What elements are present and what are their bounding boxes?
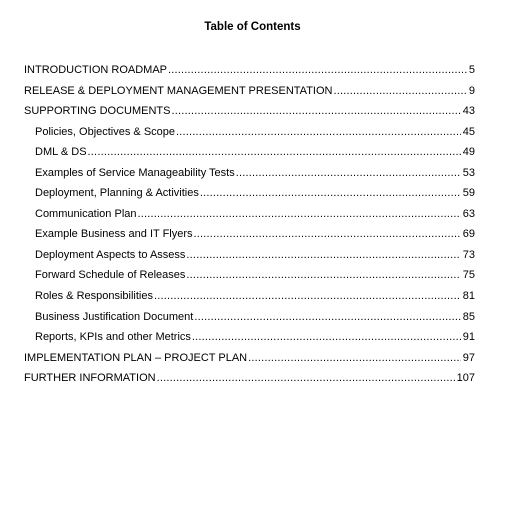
toc-entry-label: Examples of Service Manageability Tests <box>35 166 235 179</box>
toc-entry-page: 75 <box>462 269 475 282</box>
toc-entry-page: 97 <box>462 351 475 364</box>
dot-leader <box>138 204 461 225</box>
toc-entry-page: 69 <box>462 228 475 241</box>
toc-entry-page: 5 <box>468 64 475 76</box>
dot-leader <box>192 327 461 348</box>
toc-entry-introduction-roadmap[interactable] <box>24 60 475 81</box>
toc-entry-label: Business Justification Document <box>35 310 194 323</box>
toc-entry-label: DML & DS <box>35 146 87 159</box>
dot-leader <box>154 286 461 307</box>
toc-entry-deployment-aspects[interactable] <box>24 245 475 266</box>
toc-entry-further-information[interactable] <box>24 368 475 389</box>
toc-entry-label: Policies, Objectives & Scope <box>35 125 176 138</box>
toc-entry-page: 63 <box>462 207 475 220</box>
toc-entry-business-justification[interactable] <box>24 307 475 328</box>
toc-entry-page: 107 <box>456 372 475 385</box>
toc-entry-deployment-planning-activities[interactable] <box>24 183 475 204</box>
toc-entry-communication-plan[interactable] <box>24 204 475 225</box>
dot-leader <box>171 101 460 122</box>
toc-entry-label: INTRODUCTION ROADMAP <box>24 64 167 76</box>
toc-entry-label: Communication Plan <box>35 207 137 220</box>
toc-entry-label: IMPLEMENTATION PLAN – PROJECT PLAN <box>24 351 248 364</box>
toc-entry-policies-objectives-scope[interactable] <box>24 122 475 143</box>
toc-entry-label: Forward Schedule of Releases <box>35 269 186 282</box>
toc-entry-label: Deployment Aspects to Assess <box>35 248 186 261</box>
toc-list <box>24 60 475 389</box>
toc-entry-page: 73 <box>462 248 475 261</box>
toc-entry-page: 49 <box>462 146 475 159</box>
toc-entry-implementation-plan[interactable] <box>24 348 475 369</box>
toc-entry-label: SUPPORTING DOCUMENTS <box>24 105 171 118</box>
toc-entry-service-manageability-tests[interactable] <box>24 163 475 184</box>
dot-leader <box>236 163 461 184</box>
toc-entry-label: FURTHER INFORMATION <box>24 372 156 385</box>
toc-entry-forward-schedule[interactable] <box>24 265 475 286</box>
toc-entry-page: 45 <box>462 125 475 138</box>
toc-entry-supporting-documents[interactable] <box>24 101 475 122</box>
dot-leader <box>176 122 461 143</box>
dot-leader <box>333 81 466 102</box>
toc-entry-page: 91 <box>462 331 475 344</box>
dot-leader <box>200 183 461 204</box>
dot-leader <box>186 245 460 266</box>
dot-leader <box>168 60 467 81</box>
toc-entry-label: Reports, KPIs and other Metrics <box>35 331 191 344</box>
toc-entry-page: 53 <box>462 166 475 179</box>
dot-leader <box>88 142 461 163</box>
toc-entry-page: 59 <box>462 187 475 200</box>
toc-entry-label: Roles & Responsibilities <box>35 290 153 303</box>
toc-entry-label: Deployment, Planning & Activities <box>35 187 199 200</box>
toc-entry-business-it-flyers[interactable] <box>24 224 475 245</box>
toc-entry-release-deployment-presentation[interactable] <box>24 81 475 102</box>
toc-entry-page: 81 <box>462 290 475 303</box>
dot-leader <box>157 368 455 389</box>
dot-leader <box>248 348 461 369</box>
toc-entry-reports-kpis-metrics[interactable] <box>24 327 475 348</box>
dot-leader <box>194 307 460 328</box>
toc-entry-label: Example Business and IT Flyers <box>35 228 193 241</box>
toc-entry-page: 9 <box>468 84 475 97</box>
toc-entry-roles-responsibilities[interactable] <box>24 286 475 307</box>
toc-entry-page: 43 <box>462 105 475 118</box>
toc-entry-dml-ds[interactable] <box>24 142 475 163</box>
toc-entry-page: 85 <box>462 310 475 323</box>
dot-leader <box>194 224 461 245</box>
toc-title: Table of Contents <box>204 21 301 33</box>
dot-leader <box>186 265 460 286</box>
toc-entry-label: RELEASE & DEPLOYMENT MANAGEMENT PRESENTATION <box>24 84 333 97</box>
